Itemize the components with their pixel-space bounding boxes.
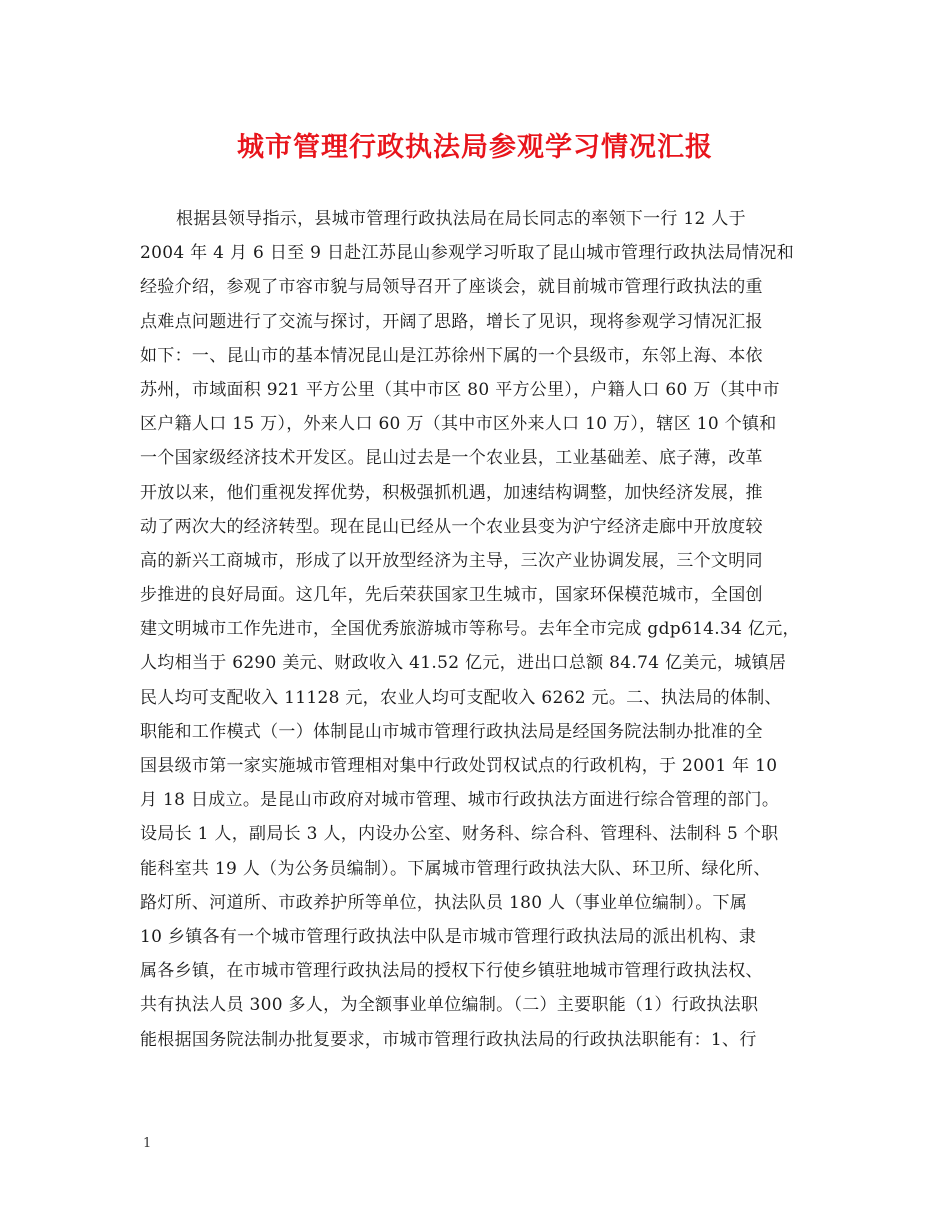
body-line: 设局长 1 人，副局长 3 人，内设办公室、财务科、综合科、管理科、法制科 5 个职 [140, 824, 779, 845]
body-line: 一个国家级经济技术开发区。昆山过去是一个农业县，工业基础差、底子薄，改革 [140, 448, 763, 469]
body-line: 建文明城市工作先进市，全国优秀旅游城市等称号。去年全市完成 gdp614.34 亿元， [140, 619, 800, 640]
body-line: 点难点问题进行了交流与探讨，开阔了思路，增长了见识，现将参观学习情况汇报 [140, 311, 763, 332]
body-line: 2004 年 4 月 6 日至 9 日赴江苏昆山参观学习听取了昆山城市管理行政执法局情况和 [140, 243, 795, 264]
body-line: 人均相当于 6290 美元、财政收入 41.52 亿元，进出口总额 84.74 亿美元，城镇居 [140, 653, 787, 674]
body-line: 能科室共 19 人（为公务员编制）。下属城市管理行政执法大队、环卫所、绿化所、 [140, 858, 771, 879]
document-title: 城市管理行政执法局参观学习情况汇报 [237, 132, 713, 163]
page-number: 1 [143, 1136, 152, 1151]
body-line: 如下：一、昆山市的基本情况昆山是江苏徐州下属的一个县级市，东邻上海、本依 [140, 345, 763, 366]
body-line: 动了两次大的经济转型。现在昆山已经从一个农业县变为沪宁经济走廊中开放度较 [140, 516, 763, 537]
body-line: 路灯所、河道所、市政养护所等单位，执法队员 180 人（事业单位编制）。下属 [140, 892, 748, 913]
body-line: 职能和工作模式（一）体制昆山市城市管理行政执法局是经国务院法制办批准的全 [140, 721, 763, 742]
body-line: 经验介绍，参观了市容市貌与局领导召开了座谈会，就目前城市管理行政执法的重 [140, 277, 763, 298]
body-line: 国县级市第一家实施城市管理相对集中行政处罚权试点的行政机构，于 2001 年 10 [140, 756, 778, 776]
body-line: 步推进的良好局面。这几年，先后荣获国家卫生城市，国家环保模范城市，全国创 [140, 585, 763, 606]
body-line: 苏州，市域面积 921 平方公里（其中市区 80 平方公里），户籍人口 60 万（其中市 [140, 379, 780, 400]
body-line: 能根据国务院法制办批复要求，市城市管理行政执法局的行政执法职能有：1、行 [140, 1029, 757, 1050]
body-line: 高的新兴工商城市，形成了以开放型经济为主导，三次产业协调发展，三个文明同 [140, 550, 763, 571]
body-line: 区户籍人口 15 万），外来人口 60 万（其中市区外来人口 10 万），辖区 10 个镇和 [140, 414, 777, 435]
body-line: 月 18 日成立。是昆山市政府对城市管理、城市行政执法方面进行综合管理的部门。 [140, 790, 780, 811]
body-line: 属各乡镇，在市城市管理行政执法局的授权下行使乡镇驻地城市管理行政执法权、 [140, 961, 763, 982]
body-line: 10 乡镇各有一个城市管理行政执法中队是市城市管理行政执法局的派出机构、隶 [140, 926, 757, 947]
body-line: 民人均可支配收入 11128 元，农业人均可支配收入 6262 元。二、执法局的体制、 [140, 687, 782, 708]
body-line: 共有执法人员 300 多人，为全额事业单位编制。（二）主要职能（1）行政执法职 [140, 995, 759, 1016]
body-line: 根据县领导指示，县城市管理行政执法局在局长同志的率领下一行 12 人于 [176, 209, 746, 229]
document-body [140, 202, 812, 1057]
body-line: 开放以来，他们重视发挥优势，积极强抓机遇，加速结构调整，加快经济发展，推 [140, 482, 763, 503]
